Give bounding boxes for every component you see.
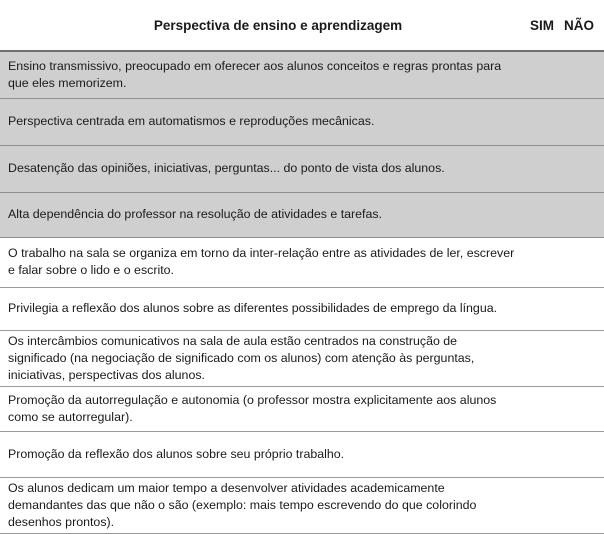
table-title: Perspectiva de ensino e aprendizagem [0, 0, 522, 51]
nao-cell[interactable] [562, 477, 604, 533]
sim-cell[interactable] [522, 98, 562, 145]
table-row [0, 51, 604, 98]
table-row [0, 477, 604, 533]
table-row [0, 330, 604, 386]
sim-cell[interactable] [522, 431, 562, 477]
table-row [0, 386, 604, 431]
table-row [0, 192, 604, 237]
nao-cell[interactable] [562, 330, 604, 386]
row-text: Alta dependência do professor na resolução de atividades e tarefas. [0, 192, 522, 237]
nao-cell[interactable] [562, 386, 604, 431]
nao-column-header: NÃO [562, 0, 604, 51]
table-row [0, 145, 604, 192]
table-header-row [0, 0, 604, 51]
sim-cell[interactable] [522, 237, 562, 287]
sim-column-header: SIM [522, 0, 562, 51]
nao-cell[interactable] [562, 145, 604, 192]
nao-cell[interactable] [562, 192, 604, 237]
row-text: Perspectiva centrada em automatismos e reproduções mecânicas. [0, 98, 522, 145]
table-row [0, 237, 604, 287]
nao-cell[interactable] [562, 431, 604, 477]
nao-cell[interactable] [562, 51, 604, 98]
row-text: Desatenção das opiniões, iniciativas, perguntas... do ponto de vista dos alunos. [0, 145, 522, 192]
row-text: Ensino transmissivo, preocupado em oferecer aos alunos conceitos e regras prontas para que eles memorizem. [0, 51, 522, 98]
row-text: Privilegia a reflexão dos alunos sobre as diferentes possibilidades de emprego da língua. [0, 287, 522, 330]
sim-cell[interactable] [522, 477, 562, 533]
table-row [0, 98, 604, 145]
sim-cell[interactable] [522, 287, 562, 330]
row-text: Os intercâmbios comunicativos na sala de aula estão centrados na construção de significado (na negociação de significado com os alunos) com atenção às perguntas, iniciativas, perspectivas dos alunos. [0, 330, 522, 386]
row-text: Promoção da reflexão dos alunos sobre seu próprio trabalho. [0, 431, 522, 477]
nao-cell[interactable] [562, 98, 604, 145]
sim-cell[interactable] [522, 192, 562, 237]
nao-cell[interactable] [562, 287, 604, 330]
row-text: O trabalho na sala se organiza em torno da inter-relação entre as atividades de ler, escrever e falar sobre o lido e o escrito. [0, 237, 522, 287]
sim-cell[interactable] [522, 145, 562, 192]
sim-cell[interactable] [522, 330, 562, 386]
row-text: Promoção da autorregulação e autonomia (o professor mostra explicitamente aos alunos como se autorregular). [0, 386, 522, 431]
sim-cell[interactable] [522, 51, 562, 98]
table-row [0, 287, 604, 330]
sim-cell[interactable] [522, 386, 562, 431]
nao-cell[interactable] [562, 237, 604, 287]
table-row [0, 431, 604, 477]
row-text: Os alunos dedicam um maior tempo a desenvolver atividades academicamente demandantes das que não o são (exemplo: mais tempo escrevendo do que colorindo desenhos prontos). [0, 477, 522, 533]
